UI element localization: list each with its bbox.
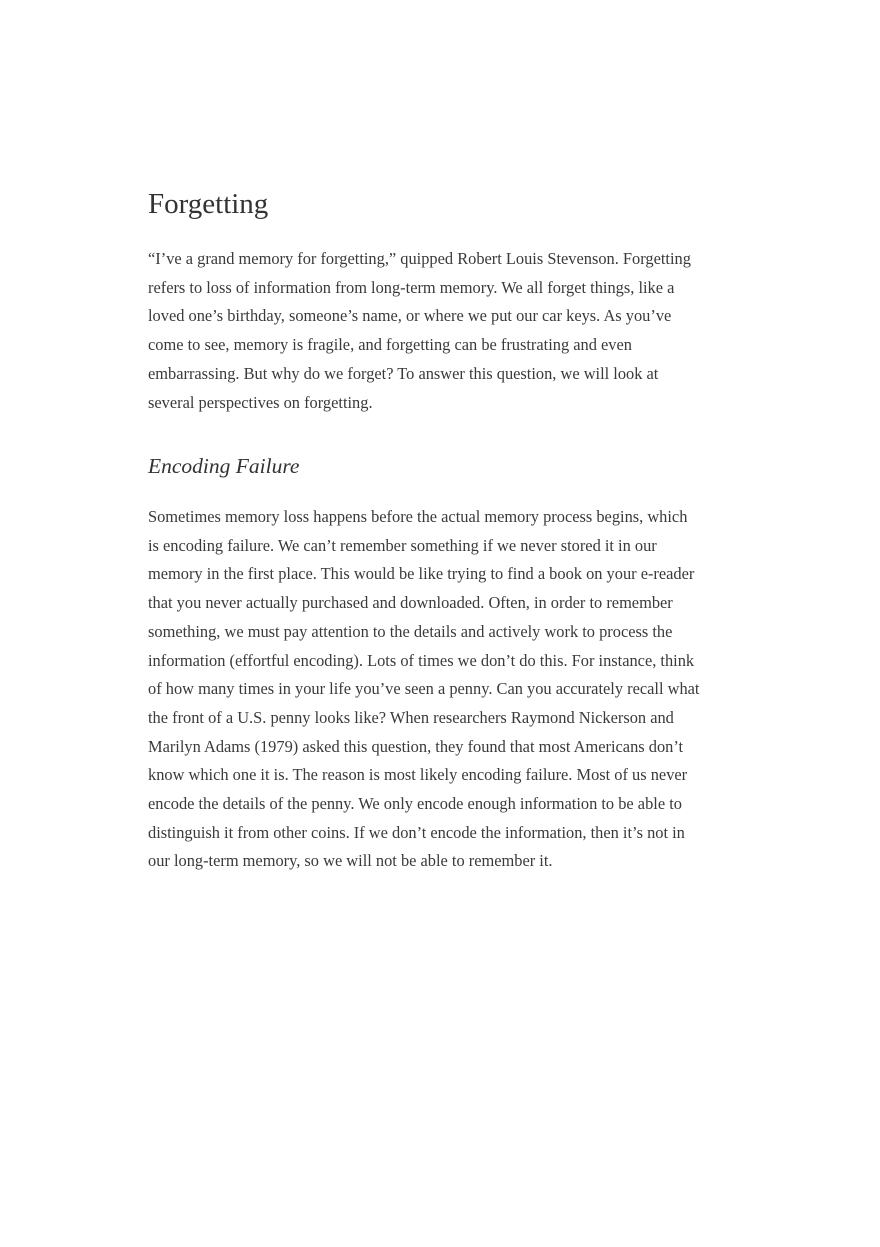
section-heading: Encoding Failure (148, 454, 300, 478)
paragraph-line: know which one it is. The reason is most likely encoding failure. Most of us never (148, 765, 688, 785)
paragraph-line: our long-term memory, so we will not be able to remember it. (148, 851, 553, 871)
intro-paragraph (148, 245, 740, 417)
paragraph-line: encode the details of the penny. We only encode enough information to be able to (148, 794, 682, 814)
paragraph-line: the front of a U.S. penny looks like? When researchers Raymond Nickerson and (148, 707, 674, 727)
paragraph-line: information (effortful encoding). Lots of times we don’t do this. For instance, think (148, 650, 695, 670)
paragraph-line: that you never actually purchased and downloaded. Often, in order to remember (148, 593, 673, 613)
paragraph-line: loved one’s birthday, someone’s name, or where we put our car keys. As you’ve (148, 306, 672, 326)
paragraph-line: several perspectives on forgetting. (148, 392, 373, 412)
page-title: Forgetting (148, 188, 269, 220)
paragraph-line: Marilyn Adams (1979) asked this question, they found that most Americans don’t (148, 736, 684, 756)
paragraph-line: something, we must pay attention to the details and actively work to process the (148, 621, 673, 641)
paragraph-line: “I’ve a grand memory for forgetting,” quipped Robert Louis Stevenson. Forgetting (148, 249, 691, 268)
paragraph-line: embarrassing. But why do we forget? To answer this question, we will look at (148, 363, 659, 383)
paragraph-line: refers to loss of information from long-term memory. We all forget things, like a (148, 277, 675, 297)
paragraph-line: is encoding failure. We can’t remember something if we never stored it in our (148, 535, 657, 555)
paragraph-line: distinguish it from other coins. If we don’t encode the information, then it’s not in (148, 822, 685, 842)
paragraph-line: come to see, memory is fragile, and forgetting can be frustrating and even (148, 335, 632, 355)
paragraph-line: memory in the first place. This would be like trying to find a book on your e-reader (148, 564, 695, 584)
paragraph-line: Sometimes memory loss happens before the actual memory process begins, which (148, 507, 688, 526)
paragraph-line: of how many times in your life you’ve seen a penny. Can you accurately recall what (148, 679, 700, 699)
section-paragraph (148, 503, 740, 876)
